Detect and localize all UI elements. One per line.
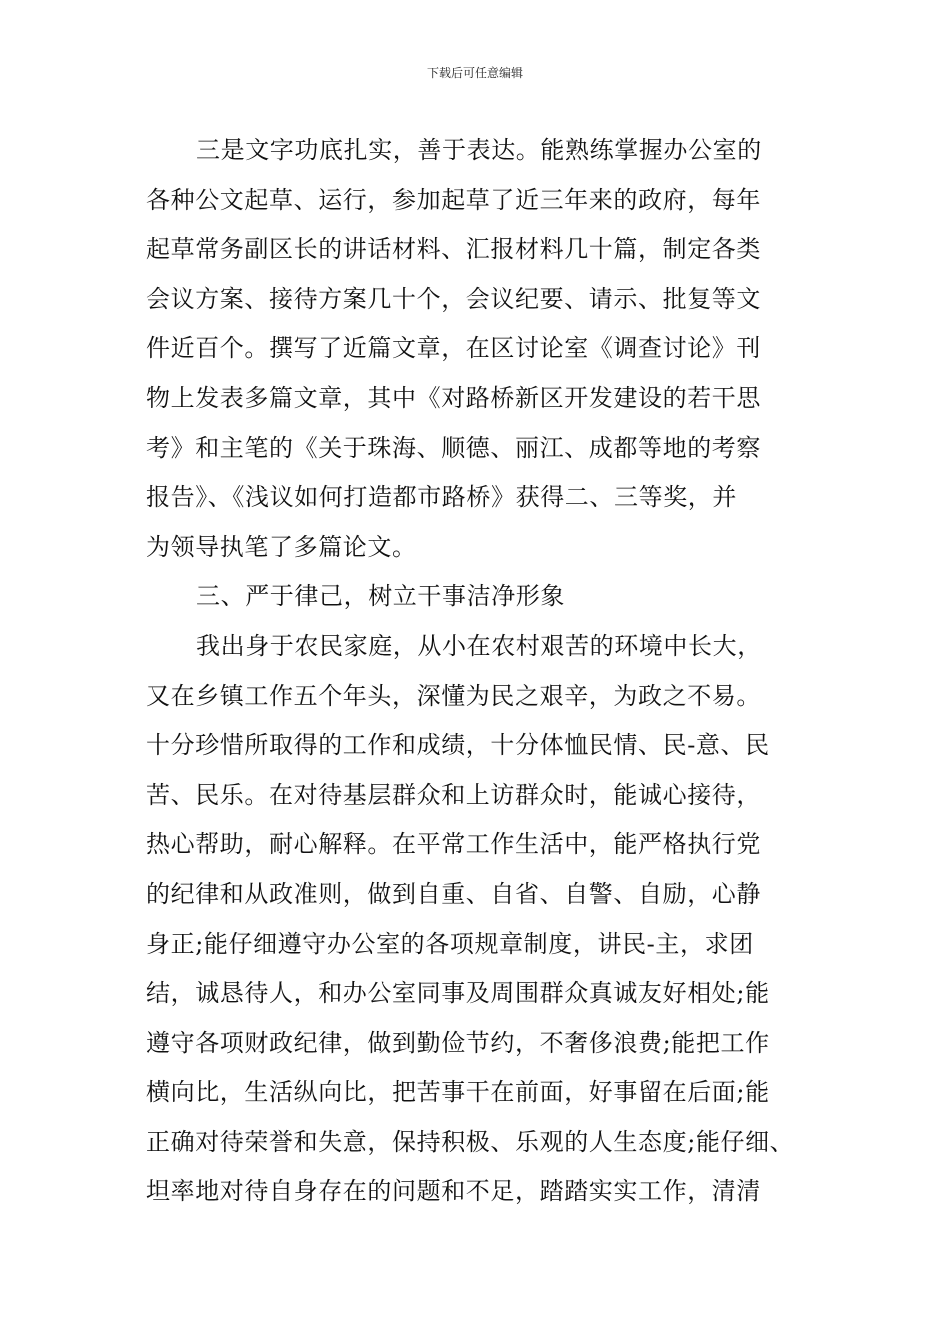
body-line: 遵守各项财政纪律，做到勤俭节约，不奢侈浪费;能把工作 xyxy=(146,1028,770,1057)
body-line: 正确对待荣誉和失意，保持积极、乐观的人生态度;能仔细、 xyxy=(146,1127,795,1156)
body-line: 会议方案、接待方案几十个，会议纪要、请示、批复等文 xyxy=(146,284,761,313)
body-line: 十分珍惜所取得的工作和成绩，十分体恤民情、民-意、民 xyxy=(146,731,770,760)
body-line: 物上发表多篇文章，其中《对路桥新区开发建设的若干思 xyxy=(146,383,761,412)
body-line: 三是文字功底扎实，善于表达。能熟练掌握办公室的 xyxy=(196,136,762,164)
body-line: 又在乡镇工作五个年头，深懂为民之艰辛，为政之不易。 xyxy=(146,681,761,710)
body-line: 热心帮助，耐心解释。在平常工作生活中，能严格执行党 xyxy=(146,830,761,859)
body-line: 各种公文起草、运行，参加起草了近三年来的政府，每年 xyxy=(146,185,761,214)
body-line: 考》和主笔的《关于珠海、顺德、丽江、成都等地的考察 xyxy=(146,433,761,462)
body-line: 坦率地对待自身存在的问题和不足，踏踏实实工作，清清 xyxy=(146,1177,761,1206)
document-body xyxy=(146,126,816,1217)
body-line: 起草常务副区长的讲话材料、汇报材料几十篇，制定各类 xyxy=(146,235,761,264)
page-header: 下载后可任意编辑 xyxy=(426,66,523,80)
body-line: 结，诚恳待人，和办公室同事及周围群众真诚友好相处;能 xyxy=(146,979,770,1008)
body-line: 报告》、《浅议如何打造都市路桥》获得二、三等奖，并 xyxy=(146,483,737,512)
body-line: 身正;能仔细遵守办公室的各项规章制度，讲民-主，求团 xyxy=(146,929,754,958)
body-line: 的纪律和从政准则，做到自重、自省、自警、自励，心静 xyxy=(146,879,761,908)
body-line: 苦、民乐。在对待基层群众和上访群众时，能诚心接待， xyxy=(146,780,761,809)
section-heading: 三、严于律己，树立干事洁净形象 xyxy=(196,582,565,611)
body-line: 为领导执笔了多篇论文。 xyxy=(146,532,417,561)
body-line: 我出身于农民家庭，从小在农村艰苦的环境中长大， xyxy=(196,631,762,660)
body-line: 横向比，生活纵向比，把苦事干在前面，好事留在后面;能 xyxy=(146,1078,770,1107)
body-line: 件近百个。撰写了近篇文章，在区讨论室《调查讨论》刊 xyxy=(146,334,761,363)
